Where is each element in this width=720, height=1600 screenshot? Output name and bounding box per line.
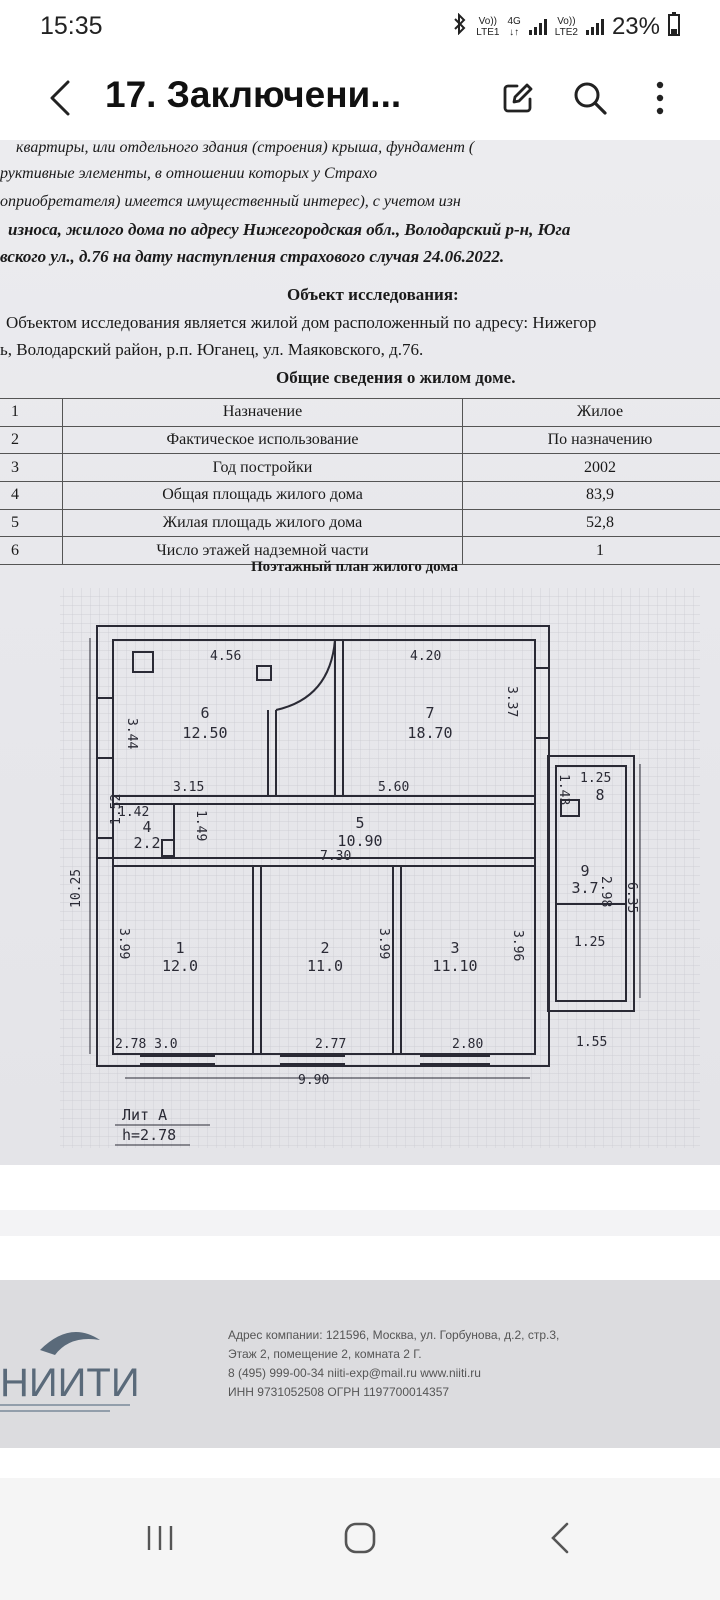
row-number: 2 — [0, 426, 63, 454]
page-gap — [0, 1448, 720, 1478]
row-value: 1 — [463, 537, 720, 565]
plan-dimension: 3.44 — [124, 718, 139, 750]
plan-dimension: 1.43 — [556, 774, 571, 806]
plan-dimension: 3.15 — [173, 780, 205, 795]
row-label: Жилая площадь жилого дома — [63, 509, 463, 537]
battery-icon — [668, 12, 680, 41]
section-heading: Объект исследования: — [287, 285, 459, 304]
row-number: 3 — [0, 454, 63, 482]
sim2-volte-label: Vo)) — [557, 15, 576, 27]
plan-dimension: 1.49 — [193, 810, 208, 842]
home-icon — [343, 1521, 377, 1555]
recents-button[interactable] — [130, 1508, 190, 1568]
document-title: 17. Заключени... — [105, 74, 402, 115]
company-contacts: 8 (495) 999-00-34 niiti-exp@mail.ru www.niiti.ru — [228, 1366, 481, 1380]
plan-dimension: 1.52 — [109, 793, 124, 825]
table-row — [0, 426, 720, 454]
plan-heading: Поэтажный план жилого дома — [251, 559, 458, 575]
document-text-line: руктивные элементы, в отношении которых у Страхо — [0, 165, 378, 182]
room-area: 18.70 — [407, 724, 453, 742]
document-text-line: вского ул., д.76 на дату наступления страхового случая 24.06.2022. — [0, 247, 505, 266]
row-value: Жилое — [463, 399, 720, 427]
table-row — [0, 482, 720, 510]
ceiling-height-label: h=2.78 — [122, 1126, 177, 1144]
document-page-image — [0, 140, 720, 1165]
room-number: 9 — [580, 862, 590, 880]
room-number: 7 — [425, 704, 435, 722]
next-page-footer — [0, 1280, 720, 1448]
more-vertical-icon — [655, 80, 665, 116]
signal-strength-2-icon — [586, 19, 604, 35]
page-gap — [0, 1165, 720, 1210]
niiti-logo — [0, 1310, 140, 1420]
company-floor: Этаж 2, помещение 2, комната 2 Г. — [228, 1347, 422, 1361]
plan-dimension: 3.37 — [504, 686, 519, 718]
status-indicators — [452, 12, 680, 41]
sim1-lte-label: LTE1 — [476, 26, 500, 38]
room-area: 11.10 — [432, 957, 478, 975]
plan-dimension: 1.55 — [576, 1035, 608, 1050]
document-text-line: ь, Володарский район, р.п. Юганец, ул. Маяковского, д.76. — [0, 340, 424, 359]
company-info — [228, 1326, 559, 1402]
row-value: 52,8 — [463, 509, 720, 537]
plan-dimension: 5.60 — [378, 780, 410, 795]
signal-strength-icon — [529, 19, 547, 35]
plan-dimension: 1.25 — [574, 935, 606, 950]
plan-dimension: 6.35 — [624, 882, 639, 914]
search-button[interactable] — [568, 76, 612, 120]
edit-button[interactable] — [496, 76, 540, 120]
row-label: Число этажей надземной части — [63, 537, 463, 565]
row-label: Общая площадь жилого дома — [63, 482, 463, 510]
room-number: 3 — [450, 939, 460, 957]
sim1-indicator — [476, 16, 499, 38]
room-number: 8 — [595, 786, 605, 804]
room-number: 5 — [355, 814, 365, 832]
document-text-line: квартиры, или отдельного здания (строения) крыша, фундамент ( — [16, 140, 475, 156]
table-row — [0, 399, 720, 427]
page-gap-band — [0, 1210, 720, 1236]
plan-dimension: 2.80 — [452, 1037, 484, 1052]
more-options-button[interactable] — [638, 76, 682, 120]
row-label: Фактическое использование — [63, 426, 463, 454]
document-text-line: Объектом исследования является жилой дом расположенный по адресу: Нижегор — [6, 313, 597, 332]
room-number: 6 — [200, 704, 210, 722]
building-letter-label: Лит А — [122, 1106, 168, 1124]
row-label: Год постройки — [63, 454, 463, 482]
room-number: 2 — [320, 939, 330, 957]
table-row — [0, 454, 720, 482]
home-button[interactable] — [330, 1508, 390, 1568]
plan-dimension: 3.99 — [116, 928, 131, 960]
chevron-left-icon — [48, 80, 72, 116]
sim2-lte-label: LTE2 — [554, 26, 578, 38]
row-label: Назначение — [63, 399, 463, 427]
plan-dimension: 9.90 — [298, 1073, 330, 1088]
room-number: 4 — [142, 818, 152, 836]
plan-dimension: 3.96 — [510, 930, 525, 962]
row-number: 6 — [0, 537, 63, 565]
row-number: 4 — [0, 482, 63, 510]
edit-icon — [501, 81, 535, 115]
room-area: 2.2 — [133, 834, 161, 852]
plan-dimension: 3.99 — [376, 928, 391, 960]
app-bar — [0, 56, 720, 140]
table-row — [0, 509, 720, 537]
back-icon — [550, 1521, 570, 1555]
company-ids: ИНН 9731052508 ОГРН 1197700014357 — [228, 1385, 450, 1399]
plan-dimension: 7.30 — [320, 849, 352, 864]
row-number: 1 — [0, 399, 63, 427]
plan-dimension: 4.56 — [210, 649, 242, 664]
sim1-volte-label: Vo)) — [478, 15, 498, 27]
logo-text: НИИТИ — [0, 1361, 140, 1405]
recents-icon — [145, 1524, 175, 1552]
room-number: 1 — [175, 939, 185, 957]
search-icon — [572, 80, 608, 116]
row-value: По назначению — [463, 426, 720, 454]
floor-plan — [0, 578, 720, 1158]
plan-dimension: 4.20 — [410, 649, 442, 664]
plan-dimension: 1.42 — [118, 805, 150, 820]
document-text-line: износа, жилого дома по адресу Нижегородская обл., Володарский р-н, Юга — [8, 220, 571, 239]
nav-back-button[interactable] — [530, 1508, 590, 1568]
room-area: 10.90 — [337, 832, 383, 850]
plan-dimension: 1.25 — [580, 771, 612, 786]
network-label: 4G — [507, 15, 521, 27]
sim2-indicator — [555, 16, 578, 38]
room-area: 3.7 — [571, 879, 599, 897]
plan-dimension: 2.77 — [315, 1037, 347, 1052]
house-info-table — [0, 398, 720, 565]
plan-dimension: 2.98 — [598, 876, 613, 908]
plan-dimension: 10.25 — [69, 868, 84, 908]
back-button[interactable] — [40, 76, 80, 120]
network-type: 4G ↓↑ — [507, 15, 521, 38]
row-value: 83,9 — [463, 482, 720, 510]
room-area: 12.50 — [182, 724, 228, 742]
row-number: 5 — [0, 509, 63, 537]
status-time: 15:35 — [40, 12, 103, 40]
table-heading: Общие сведения о жилом доме. — [276, 368, 516, 387]
plan-dimension: 2.78 3.0 — [115, 1037, 178, 1052]
room-area: 12.0 — [161, 957, 199, 975]
status-bar — [0, 0, 720, 56]
bluetooth-icon — [452, 13, 468, 40]
battery-level: 23% — [611, 12, 660, 40]
document-text-line: оприобретателя) имеется имущественный интерес), с учетом изн — [0, 193, 461, 210]
company-address: Адрес компании: 121596, Москва, ул. Горбунова, д.2, стр.3, — [228, 1328, 560, 1342]
row-value: 2002 — [463, 454, 720, 482]
room-area: 11.0 — [306, 957, 344, 975]
system-nav-bar — [0, 1478, 720, 1600]
